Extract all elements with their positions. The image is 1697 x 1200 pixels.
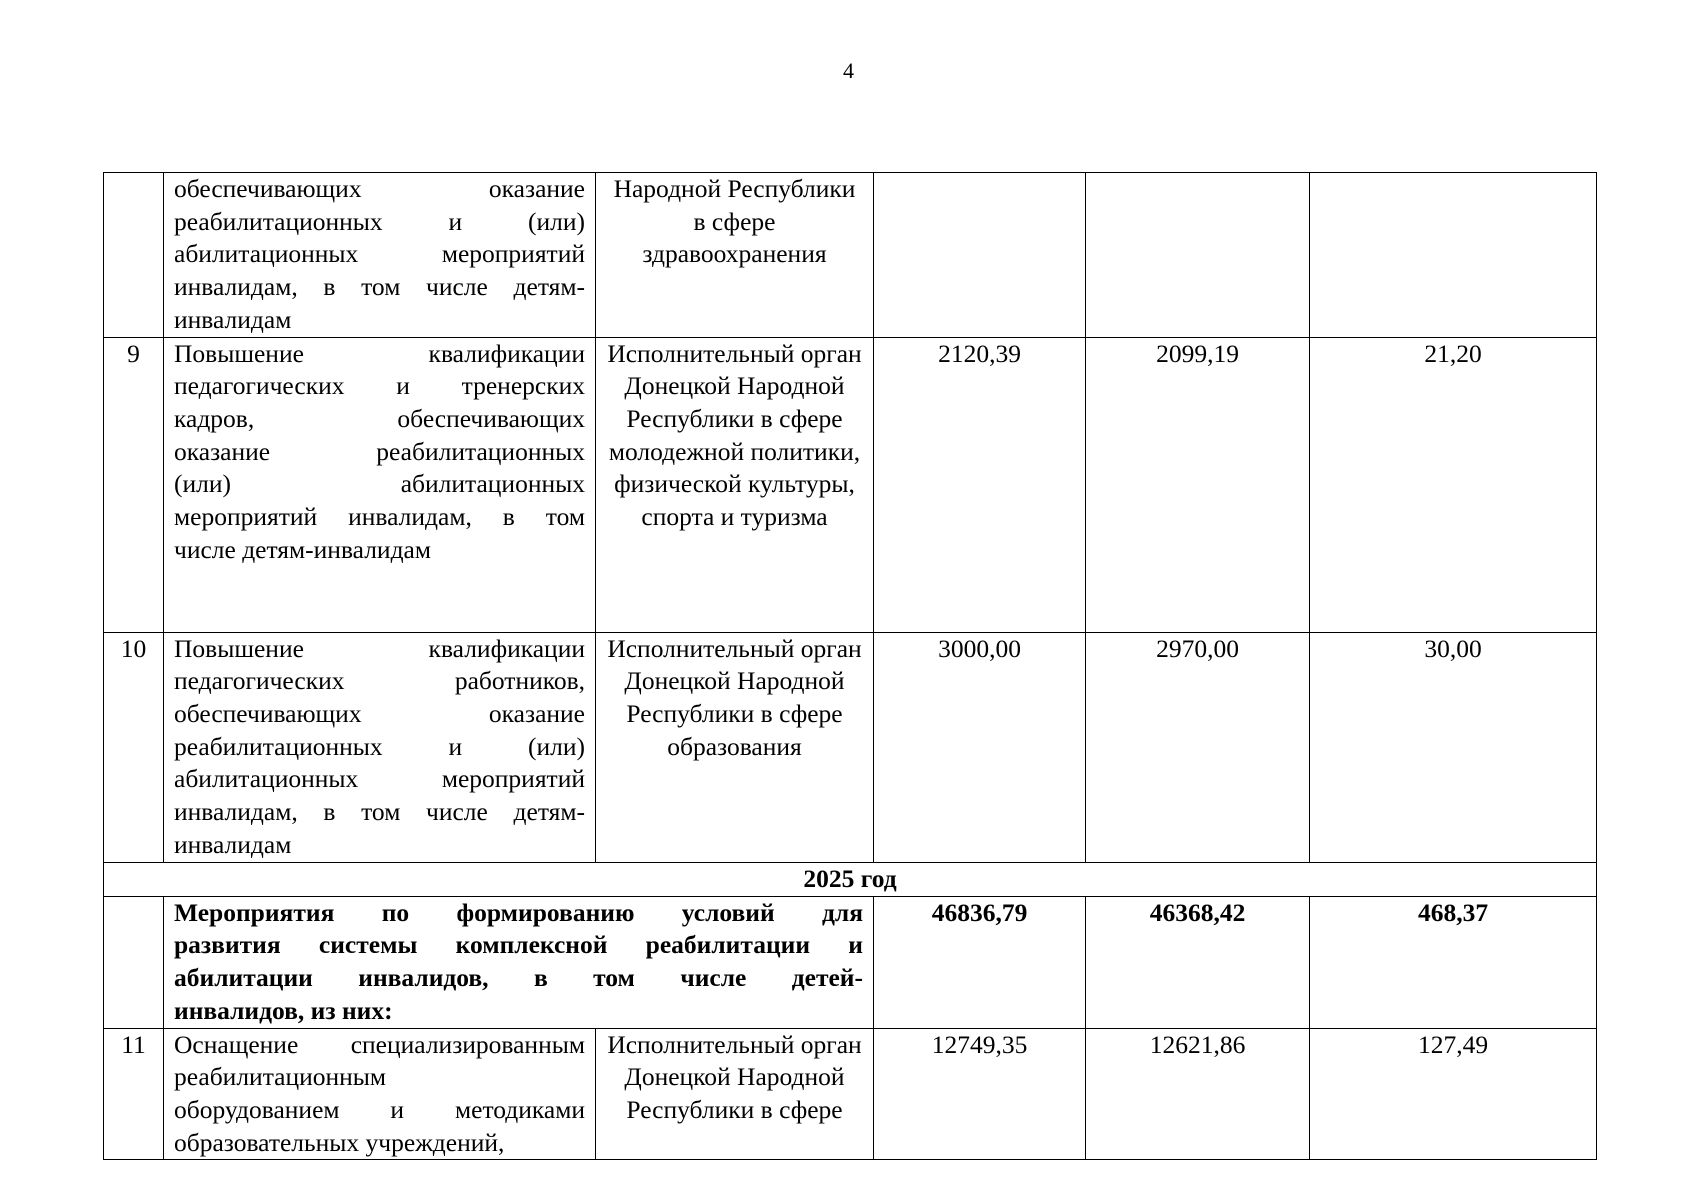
text-line: реабилитационных и (или): [174, 731, 585, 761]
total-amount: 12749,35: [874, 1028, 1086, 1160]
total-amount: 46836,79: [874, 896, 1086, 1028]
page-number: 4: [843, 58, 854, 83]
text-line: Повышение квалификации: [174, 338, 585, 368]
text-line: инвалидам, в том числе детям-: [174, 797, 585, 827]
row-number: 9: [104, 337, 164, 632]
text-line: Оснащение специализированным: [174, 1029, 585, 1059]
table-row: [104, 337, 1597, 632]
text-line: обеспечивающих оказание: [174, 698, 585, 728]
regional-amount: 127,49: [1310, 1028, 1597, 1160]
total-amount: 3000,00: [874, 632, 1086, 862]
text-line: мероприятий инвалидам, в том: [174, 502, 585, 532]
text-line: развития системы комплексной реабилитации и: [174, 930, 863, 960]
regional-amount: 30,00: [1310, 632, 1597, 862]
text-line: инвалидам, в том числе детям-: [174, 272, 585, 302]
total-amount: 2120,39: [874, 337, 1086, 632]
text-line: реабилитационным: [174, 1062, 387, 1092]
text-line: абилитационных мероприятий: [174, 764, 585, 794]
text-line: оказание реабилитационных: [174, 436, 585, 466]
text-line: педагогических работников,: [174, 666, 585, 696]
measures-table: [103, 172, 1597, 1160]
regional-amount: 21,20: [1310, 337, 1597, 632]
table-row: [104, 1028, 1597, 1160]
total-amount: [874, 173, 1086, 338]
measure-name: [164, 173, 596, 338]
federal-amount: 2970,00: [1086, 632, 1310, 862]
text-line: образовательных учреждений,: [174, 1127, 505, 1157]
text-line: педагогических и тренерских: [174, 371, 585, 401]
regional-amount: [1310, 173, 1597, 338]
executor: Народной Республики в сфере здравоохранения: [596, 173, 874, 338]
text-line: числе детям-инвалидам: [174, 534, 432, 564]
text-line: (или) абилитационных: [174, 469, 585, 499]
text-line: абилитационных мероприятий: [174, 239, 585, 269]
text-line: инвалидам: [174, 829, 292, 859]
measure-name: [164, 632, 596, 862]
table-row: [104, 632, 1597, 862]
federal-amount: [1086, 173, 1310, 338]
executor: Исполнительный орган Донецкой Народной Республики в сфере: [596, 1028, 874, 1160]
summary-title: [164, 896, 874, 1028]
row-number: 10: [104, 632, 164, 862]
measure-name: [164, 1028, 596, 1160]
text-line: оборудованием и методиками: [174, 1094, 585, 1124]
summary-row: [104, 896, 1597, 1028]
text-line: Повышение квалификации: [174, 633, 585, 663]
row-number: [104, 896, 164, 1028]
executor: Исполнительный орган Донецкой Народной Республики в сфере молодежной политики, физической культуры, спорта и туризма: [596, 337, 874, 632]
text-line: кадров, обеспечивающих: [174, 403, 585, 433]
text-line: инвалидов, из них:: [174, 995, 393, 1025]
text-line: реабилитационных и (или): [174, 206, 585, 236]
text-line: обеспечивающих оказание: [174, 174, 585, 203]
federal-amount: 12621,86: [1086, 1028, 1310, 1160]
measure-name: [164, 337, 596, 632]
federal-amount: 46368,42: [1086, 896, 1310, 1028]
year-heading: 2025 год: [104, 862, 1597, 896]
text-line: абилитации инвалидов, в том числе детей-: [174, 962, 863, 992]
text-line: инвалидам: [174, 304, 292, 334]
row-number: [104, 173, 164, 338]
row-number: 11: [104, 1028, 164, 1160]
executor: Исполнительный орган Донецкой Народной Республики в сфере образования: [596, 632, 874, 862]
text-line: Мероприятия по формированию условий для: [174, 897, 863, 927]
year-row: [104, 862, 1597, 896]
federal-amount: 2099,19: [1086, 337, 1310, 632]
regional-amount: 468,37: [1310, 896, 1597, 1028]
table-row: [104, 173, 1597, 338]
